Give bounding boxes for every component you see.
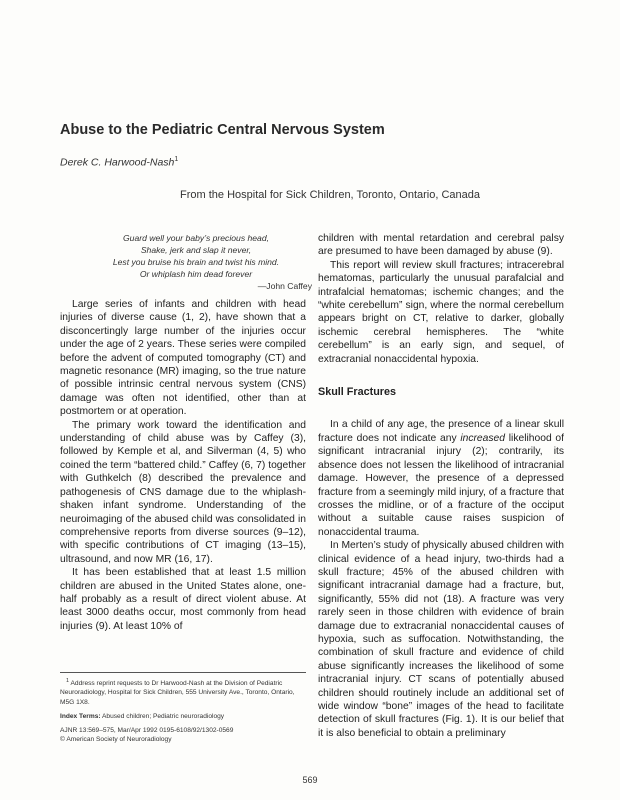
body-text: likelihood of significant intracranial injury (2); contrarily, its absence does not lessen the likelihood of intracranial damage. However, the presence of a depressed fracture from a seemingly mild injury, of a fracture that crosses the midline, or of a fracture of the occiput without a suitable cause raises suspicion of nonaccidental trauma. [318, 432, 564, 538]
index-terms [60, 712, 306, 721]
author-name [60, 156, 178, 169]
body-paragraph: The primary work toward the identification and understanding of child abuse was by Caffey (3), followed by Kemple et al, and Silverman (4, 5) who coined the term “battered child.” Caffey (6, 7) together with Guthkelch (8) described the prevalence and pathogenesis of CNS damage due to the whiplash-shaken infant syndrome. Understanding of the neuroimaging of the abused child was consolidated in comprehensive reports from diverse sources (9–12), with specific contributions of CT imaging (13–15), ultrasound, and now MR (16, 17). [60, 419, 306, 565]
body-paragraph: children with mental retardation and cerebral palsy are presumed to have been damaged by abuse (9). [318, 233, 564, 258]
journal-citation: AJNR 13:569–575, Mar/Apr 1992 0195-6108/92/1302-0569 [60, 727, 234, 734]
section-heading: Skull Fractures [318, 386, 397, 399]
emphasis-text: increased [460, 432, 505, 444]
author-footnote-marker: 1 [174, 156, 179, 163]
affiliation: From the Hospital for Sick Children, Toronto, Ontario, Canada [180, 189, 480, 201]
body-paragraph: In Merten’s study of physically abused children with clinical evidence of a head injury, two-thirds had a skull fracture; 45% of the abused children with significant intracranial damage had a fracture, but, significantly, 55% did not (18). A fracture was very rarely seen in those children with evidence of brain damage due to extracranial nonaccidental causes of hypoxia, such as suffocation. Notwithstanding, the combination of skull fracture and evidence of child abuse significantly increases the likelihood of some intracranial injury. CT scans of potentially abused children should routinely include an additional set of wide window “bone” images of the head to facilitate detection of skull fractures (Fig. 1). It is our belief that it is also beneficial to obtain a preliminary [318, 540, 564, 739]
article-title: Abuse to the Pediatric Central Nervous System [60, 122, 385, 138]
footnote-divider [60, 672, 306, 673]
footnote-address [60, 677, 306, 707]
copyright-line: © American Society of Neuroradiology [60, 736, 172, 744]
body-text: In a child of any age, the presence of a linear skull fracture does not indicate any [318, 419, 564, 444]
epigraph-attribution: —John Caffey [257, 281, 312, 291]
body-paragraph: This report will review skull fractures; intracerebral hematomas, particularly the unusual parafalcial and intrafalcial hematomas; ischemic changes; and the “white cerebellum” sign, where the normal cerebellum appears bright on CT, relative to darker, globally ischemic cerebral hemispheres. The “white cerebellum” is an early sign, and sequel, of extracranial nonaccidental hypoxia. [318, 259, 564, 365]
body-paragraph: Large series of infants and children with head injuries of diverse cause (1, 2), have shown that a disconcertingly large number of the injuries occur under the age of 2 years. These series were compiled before the advent of computed tomography (CT) and magnetic resonance (MR) imaging, so the true nature of possible intrinsic central nervous system (CNS) damage was often not identified, other than at postmortem or at operation. [60, 299, 306, 418]
left-column [60, 298, 306, 633]
author-name-text: Derek C. Harwood-Nash [60, 156, 175, 169]
footnotes [60, 672, 306, 744]
footnote-marker: 1 [66, 678, 70, 684]
right-column [318, 232, 564, 740]
page-number: 569 [302, 775, 318, 785]
epigraph-line: Or whiplash him dead forever [139, 269, 253, 279]
body-paragraph [318, 418, 564, 539]
index-terms-label: Index Terms: [60, 712, 101, 720]
epigraph [80, 232, 312, 292]
epigraph-line: Shake, jerk and slap it never, [140, 245, 252, 255]
epigraph-line: Guard well your baby’s precious head, [122, 233, 270, 243]
epigraph-line: Lest you bruise his brain and twist his mind. [112, 257, 280, 267]
index-terms-text: Abused children; Pediatric neuroradiology [102, 712, 225, 720]
body-paragraph: It has been established that at least 1.5 million children are abused in the United States alone, one-half probably as a result of direct violent abuse. At least 3000 deaths occur, most commonly from head injuries (9). At least 10% of [60, 567, 306, 632]
footnote-address-text: Address reprint requests to Dr Harwood-Nash at the Division of Pediatric Neuroradiology, Hospital for Sick Children, 555 University Ave., Toronto, Ontario, M5G 1X8. [60, 680, 295, 706]
